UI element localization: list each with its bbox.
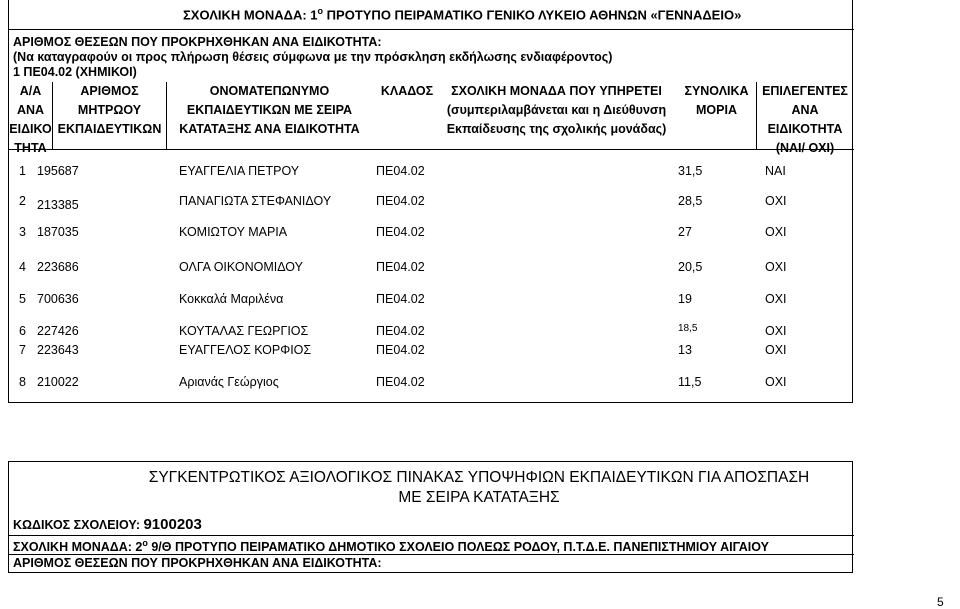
school-code-label: ΚΩΔΙΚΟΣ ΣΧΟΛΕΙΟΥ: — [13, 518, 144, 532]
header-school-unit — [434, 82, 679, 139]
total-points: 13 — [678, 343, 692, 357]
table-row — [9, 321, 854, 342]
teacher-name: ΕΥΑΓΓΕΛΟΣ ΚΟΡΦΙΟΣ — [179, 343, 312, 357]
total-points: 27 — [678, 225, 692, 239]
row-number: 5 — [19, 292, 26, 306]
summary-title — [9, 468, 854, 508]
total-points: 18,5 — [678, 323, 698, 334]
registry-number: 187035 — [37, 225, 79, 239]
table-row — [9, 340, 854, 361]
school-unit-sup: ο — [317, 6, 324, 16]
header-registry-line: ΕΚΠΑΙΔΕΥΤΙΚΩΝ — [57, 122, 162, 136]
school-unit-suffix: ΠΡΟΤΥΠΟ ΠΕΙΡΑΜΑΤΙΚΟ ΓΕΝΙΚΟ ΛΥΚΕΙΟ ΑΘΗΝΩΝ «ΓΕΝΝΑΔΕΙΟ» — [323, 7, 742, 23]
row-number: 7 — [19, 343, 26, 357]
row-number: 1 — [19, 164, 26, 178]
registry-number: 210022 — [37, 375, 79, 389]
header-school-unit-line: (συμπεριλαμβάνεται και η Διεύθυνση — [446, 103, 667, 117]
selected-flag: ΟΧΙ — [765, 324, 787, 338]
teacher-name: ΕΥΑΓΓΕΛΙΑ ΠΕΤΡΟΥ — [179, 164, 300, 178]
positions-note-2: ΑΡΙΘΜΟΣ ΘΕΣΕΩΝ ΠΟΥ ΠΡΟΚΡΗΧΘΗΚΑΝ ΑΝΑ ΕΙΔΙΚΟΤΗΤΑ: — [13, 556, 382, 570]
branch: ΠΕ04.02 — [376, 225, 425, 239]
summary-table — [8, 461, 853, 573]
header-school-unit-line: ΣΧΟΛΙΚΗ ΜΟΝΑΔΑ ΠΟΥ ΥΠΗΡΕΤΕΙ — [451, 84, 662, 98]
branch: ΠΕ04.02 — [376, 343, 425, 357]
branch: ΠΕ04.02 — [376, 292, 425, 306]
header-selected-line: (ΝΑΙ/ ΟΧΙ) — [775, 141, 835, 155]
selected-flag: ΝΑΙ — [765, 164, 786, 178]
header-school-unit-line: Εκπαίδευσης της σχολικής μονάδας) — [446, 122, 667, 136]
table-row — [9, 222, 854, 243]
table-row — [9, 289, 854, 310]
school-unit-2-prefix: ΣΧΟΛΙΚΗ ΜΟΝΑΔΑ: 2 — [13, 540, 143, 555]
branch: ΠΕ04.02 — [376, 324, 425, 338]
header-total-points-line: ΣΥΝΟΛΙΚΑ — [684, 84, 749, 98]
header-total-points — [679, 82, 754, 120]
total-points: 19 — [678, 292, 692, 306]
total-points: 20,5 — [678, 260, 703, 274]
branch: ΠΕ04.02 — [376, 164, 425, 178]
total-points: 31,5 — [678, 164, 703, 178]
row-number: 4 — [19, 260, 26, 274]
total-points: 11,5 — [678, 375, 702, 389]
selected-flag: ΟΧΙ — [765, 292, 787, 306]
registry-number: 223643 — [37, 343, 79, 357]
row-number: 6 — [19, 324, 26, 338]
candidates-table — [8, 0, 853, 403]
registry-number: 223686 — [37, 260, 79, 274]
positions-note-line2: (Να καταγραφούν οι προς πλήρωση θέσεις σύμφωνα με την πρόσκληση εκδήλωσης ενδιαφέροντος) — [13, 50, 613, 64]
header-fullname-line: ΚΑΤΑΤΑΞΗΣ ΑΝΑ ΕΙΔΙΚΟΤΗΤΑ — [179, 122, 360, 136]
teacher-name: ΟΛΓΑ ΟΙΚΟΝΟΜΙΔΟΥ — [179, 260, 303, 274]
school-unit-2-sup: ο — [142, 538, 148, 548]
branch: ΠΕ04.02 — [376, 194, 425, 208]
school-unit-title — [9, 0, 854, 30]
school-unit-2-suffix: 9/Θ ΠΡΟΤΥΠΟ ΠΕΙΡΑΜΑΤΙΚΟ ΔΗΜΟΤΙΚΟ ΣΧΟΛΕΙΟ ΠΟΛΕΩΣ ΡΟΔΟΥ, Π.Τ.Δ.Ε. ΠΑΝΕΠΙΣΤΗΜΙΟΥ ΑΙΓΑΙΟΥ — [147, 540, 769, 555]
header-fullname — [167, 82, 372, 139]
school-unit-2 — [9, 535, 854, 555]
header-total-points-line: ΜΟΡΙΑ — [696, 103, 737, 117]
header-branch-line: ΚΛΑΔΟΣ — [380, 84, 434, 98]
total-points: 28,5 — [678, 194, 703, 208]
school-code-value: 9100203 — [143, 516, 202, 533]
positions-note-line1: ΑΡΙΘΜΟΣ ΘΕΣΕΩΝ ΠΟΥ ΠΡΟΚΡΗΧΘΗΚΑΝ ΑΝΑ ΕΙΔΙΚΟΤΗΤΑ: — [13, 35, 382, 49]
registry-number: 227426 — [37, 324, 79, 338]
registry-number: 700636 — [37, 292, 79, 306]
header-registry-line: ΜΗΤΡΩΟΥ — [77, 103, 142, 117]
table-body — [9, 149, 854, 389]
selected-flag: ΟΧΙ — [765, 375, 787, 389]
teacher-name: ΚΟΥΤΑΛΑΣ ΓΕΩΡΓΙΟΣ — [179, 324, 309, 338]
header-aa-line: ΤΗΤΑ — [14, 141, 47, 155]
branch: ΠΕ04.02 — [376, 375, 425, 389]
page-number: 5 — [937, 595, 944, 609]
registry-number: 195687 — [37, 164, 79, 178]
header-selected-line: ΕΠΙΛΕΓΕΝΤΕΣ — [762, 84, 848, 98]
table-row — [9, 257, 854, 278]
selected-flag: ΟΧΙ — [765, 260, 787, 274]
table-row — [9, 191, 854, 212]
selected-flag: ΟΧΙ — [765, 194, 787, 208]
table-row — [9, 161, 854, 182]
summary-title-line1: ΣΥΓΚΕΝΤΡΩΤΙΚΟΣ ΑΞΙΟΛΟΓΙΚΟΣ ΠΙΝΑΚΑΣ ΥΠΟΨΗΦΙΩΝ ΕΚΠΑΙΔΕΥΤΙΚΩΝ ΓΙΑ ΑΠΟΣΠΑΣΗ — [148, 469, 810, 486]
summary-title-line2: ΜΕ ΣΕΙΡΑ ΚΑΤΑΤΑΞΗΣ — [398, 489, 560, 506]
table-row — [9, 372, 854, 393]
teacher-name: ΠΑΝΑΓΙΩΤΑ ΣΤΕΦΑΝΙΔΟΥ — [179, 194, 332, 208]
selected-flag: ΟΧΙ — [765, 225, 787, 239]
branch: ΠΕ04.02 — [376, 260, 425, 274]
header-aa — [9, 82, 52, 158]
header-registry-line: ΑΡΙΘΜΟΣ — [80, 84, 139, 98]
positions-note-line3: 1 ΠΕ04.02 (ΧΗΜΙΚΟΙ) — [13, 65, 137, 79]
header-selected-line: ΕΙΔΙΚΟΤΗΤΑ — [767, 122, 843, 136]
header-fullname-line: ΕΚΠΑΙΔΕΥΤΙΚΩΝ ΜΕ ΣΕΙΡΑ — [186, 103, 353, 117]
school-code — [13, 516, 202, 535]
teacher-name: Αριανάς Γεώργιος — [179, 375, 279, 389]
header-selected-line: ΑΝΑ — [791, 103, 819, 117]
teacher-name: Κοκκαλά Μαριλένα — [179, 292, 284, 306]
row-number: 3 — [19, 225, 26, 239]
header-selected — [757, 82, 853, 158]
header-aa-line: ΑΝΑ — [16, 103, 45, 117]
school-unit-prefix: ΣΧΟΛΙΚΗ ΜΟΝΑΔΑ: 1 — [183, 7, 318, 23]
header-aa-line: Α/Α — [19, 84, 42, 98]
row-number: 2 — [19, 194, 26, 208]
teacher-name: ΚΟΜΙΩΤΟΥ ΜΑΡΙΑ — [179, 225, 288, 239]
header-branch — [372, 82, 442, 101]
header-fullname-line: ΟΝΟΜΑΤΕΠΩΝΥΜΟ — [209, 84, 330, 98]
positions-note — [9, 30, 854, 82]
registry-number: 213385 — [37, 198, 79, 212]
selected-flag: ΟΧΙ — [765, 343, 787, 357]
header-aa-line: ΕΙΔΙΚΟ — [9, 122, 52, 136]
row-number: 8 — [19, 375, 26, 389]
header-registry — [53, 82, 166, 139]
